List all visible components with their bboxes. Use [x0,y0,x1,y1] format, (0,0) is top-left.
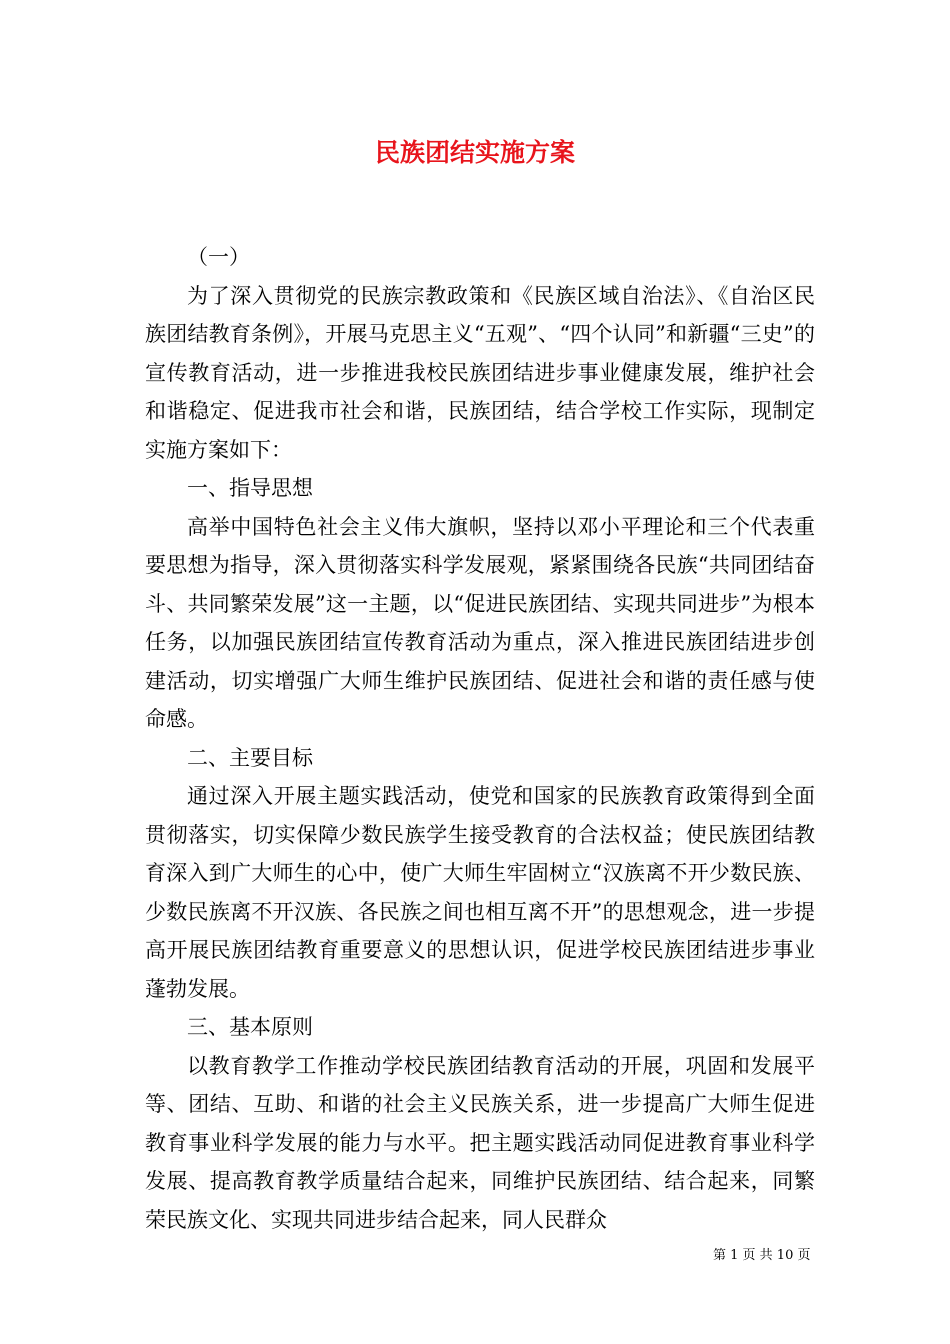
main-goals-paragraph: 通过深入开展主题实践活动，使党和国家的民族教育政策得到全面贯彻落实，切实保障少数民族学生接受教育的合法权益；使民族团结教育深入到广大师生的心中，使广大师生牢固树立“汉族离不开少数民族、少数民族离不开汉族、各民族之间也相互离不开”的思想观念，进一步提高开展民族团结教育重要意义的思想认识，促进学校民族团结进步事业蓬勃发展。 [145,784,815,1001]
page-number-footer: 第 1 页 共 10 页 [713,1248,811,1263]
section-heading-guiding-thought: 一、指导思想 [187,476,313,500]
basic-principles-paragraph: 以教育教学工作推动学校民族团结教育活动的开展，巩固和发展平等、团结、互助、和谐的社会主义民族关系，进一步提高广大师生促进教育事业科学发展的能力与水平。把主题实践活动同促进教育事业科学发展、提高教育教学质量结合起来，同维护民族团结、结合起来，同繁荣民族文化、实现共同进步结合起来，同人民群众 [145,1053,815,1232]
intro-paragraph: 为了深入贯彻党的民族宗教政策和《民族区域自治法》、《自治区民族团结教育条例》，开展马克思主义“五观”、“四个认同”和新疆“三史”的宣传教育活动，进一步推进我校民族团结进步事业健康发展，维护社会和谐稳定、促进我市社会和谐，民族团结，结合学校工作实际，现制定实施方案如下： [145,283,815,462]
section-heading-main-goals: 二、主要目标 [187,745,313,770]
guiding-thought-paragraph: 高举中国特色社会主义伟大旗帜，坚持以邓小平理论和三个代表重要思想为指导，深入贯彻落实科学发展观，紧紧围绕各民族“共同团结奋斗、共同繁荣发展”这一主题，以“促进民族团结、实现共同进步”为根本任务，以加强民族团结宣传教育活动为重点，深入推进民族团结进步创建活动，切实增强广大师生维护民族团结、促进社会和谐的责任感与使命感。 [145,514,815,731]
section-marker: （一） [187,245,250,269]
document-title: 民族团结实施方案 [374,138,575,167]
section-heading-basic-principles: 三、基本原则 [187,1015,313,1039]
document-body [145,238,815,1239]
